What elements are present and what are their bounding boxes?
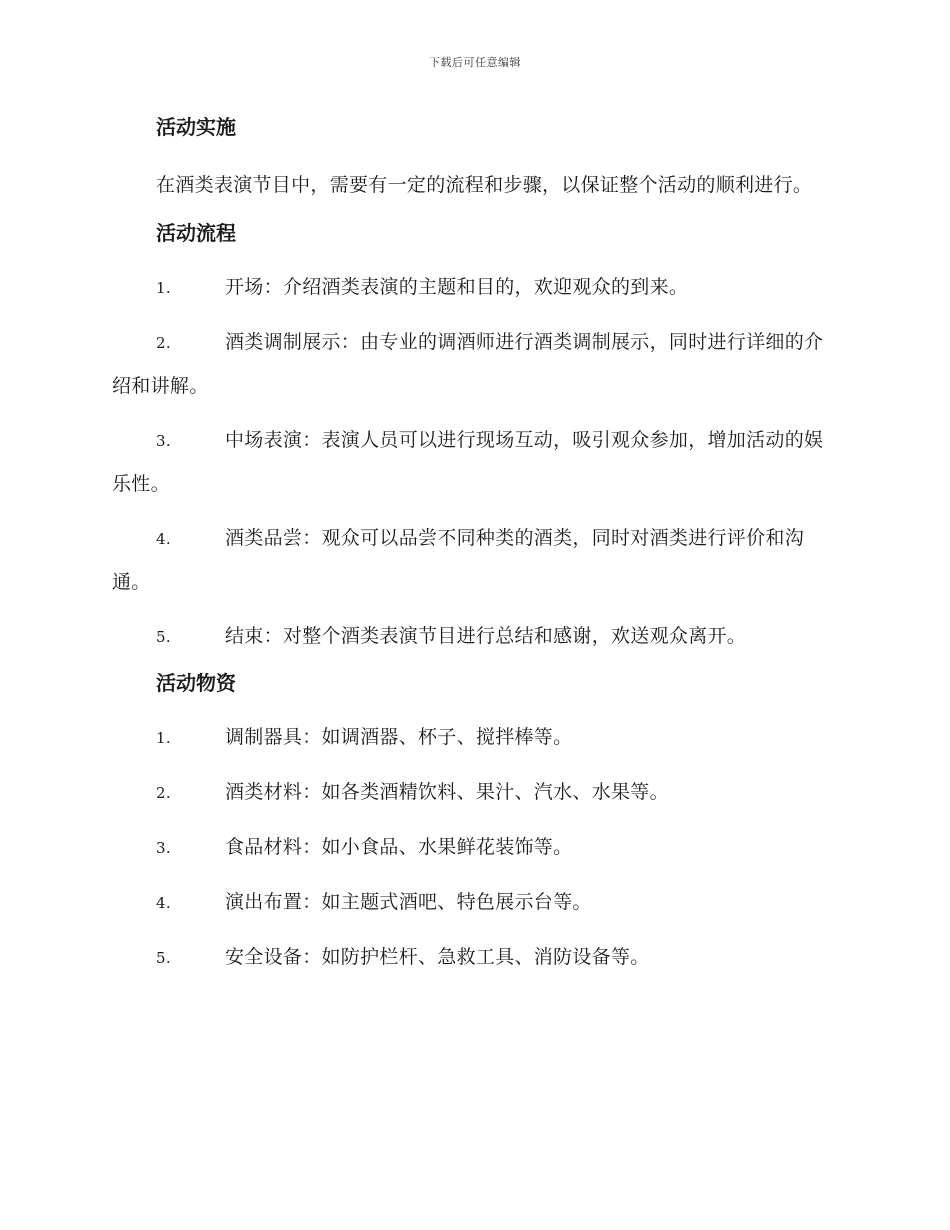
- materials-list-item: [112, 826, 837, 870]
- list-item-text: 结束：对整个酒类表演节目进行总结和感谢，欢送观众离开。: [225, 625, 747, 647]
- list-item-text: 演出布置：如主题式酒吧、特色展示台等。: [225, 891, 592, 913]
- list-item-number: 3.: [156, 839, 171, 857]
- materials-list-item: [112, 881, 837, 925]
- list-item-number: 4.: [156, 894, 171, 912]
- list-item-text: 酒类调制展示：由专业的调酒师进行酒类调制展示，同时进行详细的介绍和讲解。: [112, 331, 824, 397]
- materials-list-item: [112, 716, 837, 760]
- section-heading-materials: 活动物资: [156, 671, 236, 695]
- section-heading-process: 活动流程: [156, 221, 236, 245]
- list-item-text: 食品材料：如小食品、水果鲜花装饰等。: [225, 836, 573, 858]
- list-item-number: 1.: [156, 279, 171, 297]
- list-item-number: 2.: [156, 334, 171, 352]
- list-item-number: 5.: [156, 628, 171, 646]
- list-item-text: 酒类品尝：观众可以品尝不同种类的酒类，同时对酒类进行评价和沟通。: [112, 527, 805, 593]
- list-item-text: 调制器具：如调酒器、杯子、搅拌棒等。: [225, 726, 573, 748]
- header-note: 下载后可任意编辑: [429, 56, 521, 69]
- list-item-text: 酒类材料：如各类酒精饮料、果汁、汽水、水果等。: [225, 781, 669, 803]
- materials-list-item: [112, 936, 837, 980]
- list-item-number: 2.: [156, 784, 171, 802]
- list-item-number: 4.: [156, 530, 171, 548]
- list-item-text: 中场表演：表演人员可以进行现场互动，吸引观众参加，增加活动的娱乐性。: [112, 429, 824, 495]
- list-item-number: 1.: [156, 729, 171, 747]
- materials-list-item: [112, 771, 837, 815]
- list-item-text: 安全设备：如防护栏杆、急救工具、消防设备等。: [225, 946, 650, 968]
- document-body: [112, 112, 837, 991]
- list-item-text: 开场：介绍酒类表演的主题和目的，欢迎观众的到来。: [225, 276, 689, 298]
- section-heading-implementation: 活动实施: [156, 115, 236, 139]
- implementation-paragraph: 在酒类表演节目中，需要有一定的流程和步骤，以保证整个活动的顺利进行。: [156, 174, 813, 196]
- process-list-item: [112, 517, 837, 604]
- process-list-item: [112, 321, 837, 408]
- list-item-number: 5.: [156, 949, 171, 967]
- process-list-item: [112, 615, 837, 659]
- list-item-number: 3.: [156, 432, 171, 450]
- process-list-item: [112, 266, 837, 310]
- process-list-item: [112, 419, 837, 506]
